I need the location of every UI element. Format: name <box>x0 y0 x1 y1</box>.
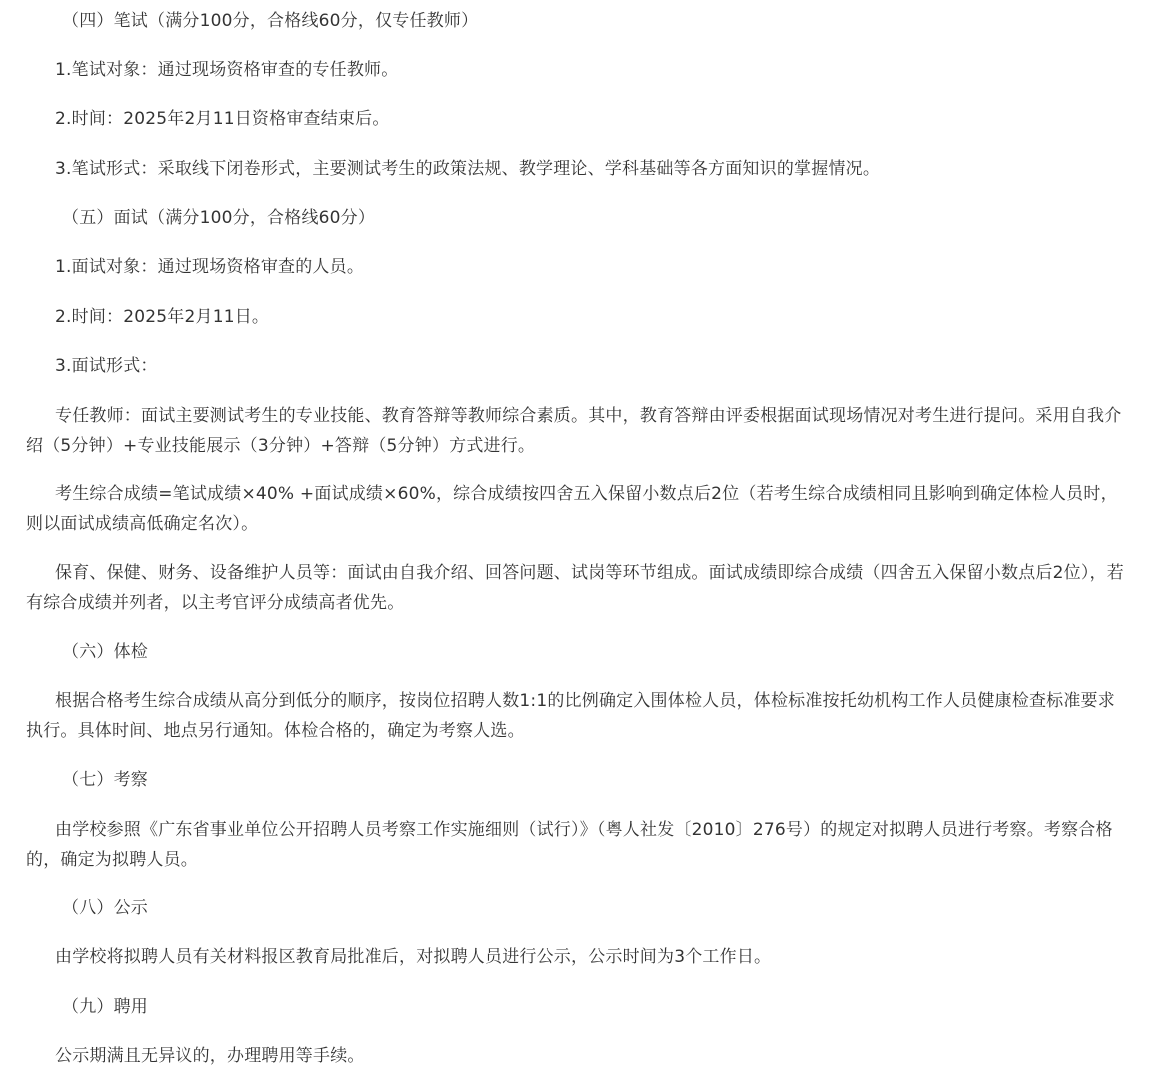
written-exam-target: 1.笔试对象：通过现场资格审查的专任教师。 <box>55 60 399 80</box>
publicity-body: 由学校将拟聘人员有关材料报区教育局批准后，对拟聘人员进行公示，公示时间为3个工作日。 <box>55 947 772 967</box>
section-heading-publicity: （八）公示 <box>62 898 148 918</box>
written-exam-format: 3.笔试形式：采取线下闭卷形式，主要测试考生的政策法规、教学理论、学科基础等各方面知识的掌握情况。 <box>55 159 881 179</box>
hiring-body: 公示期满且无异议的，办理聘用等手续。 <box>55 1046 365 1066</box>
interview-teachers: 专任教师：面试主要测试考生的专业技能、教育答辩等教师综合素质。其中，教育答辩由评委根据面试现场情况对考生进行提问。采用自我介绍（5分钟）+专业技能展示（3分钟）+答辩（5分钟）方式进行。 <box>26 406 1122 456</box>
interview-time: 2.时间：2025年2月11日。 <box>55 307 270 327</box>
inspection-body: 由学校参照《广东省事业单位公开招聘人员考察工作实施细则（试行）》（粤人社发〔2010〕276号）的规定对拟聘人员进行考察。考察合格的，确定为拟聘人员。 <box>26 820 1113 870</box>
section-heading-interview: （五）面试（满分100分，合格线60分） <box>62 208 376 228</box>
interview-target: 1.面试对象：通过现场资格审查的人员。 <box>55 257 365 277</box>
interview-format-label: 3.面试形式： <box>55 356 158 376</box>
section-heading-hiring: （九）聘用 <box>62 997 148 1017</box>
written-exam-time: 2.时间：2025年2月11日资格审查结束后。 <box>55 109 390 129</box>
section-heading-physical: （六）体检 <box>62 642 148 662</box>
physical-exam-body: 根据合格考生综合成绩从高分到低分的顺序，按岗位招聘人数1:1的比例确定入围体检人员，体检标准按托幼机构工作人员健康检查标准要求执行。具体时间、地点另行通知。体检合格的，确定为考察人选。 <box>26 691 1115 741</box>
section-heading-written-exam: （四）笔试（满分100分，合格线60分，仅专任教师） <box>62 11 479 31</box>
composite-score-formula: 考生综合成绩=笔试成绩×40% +面试成绩×60%，综合成绩按四舍五入保留小数点后2位（若考生综合成绩相同且影响到确定体检人员时，则以面试成绩高低确定名次）。 <box>26 484 1118 534</box>
interview-support-staff: 保育、保健、财务、设备维护人员等：面试由自我介绍、回答问题、试岗等环节组成。面试成绩即综合成绩（四舍五入保留小数点后2位），若有综合成绩并列者，以主考官评分成绩高者优先。 <box>26 563 1124 613</box>
section-heading-inspection: （七）考察 <box>62 770 148 790</box>
